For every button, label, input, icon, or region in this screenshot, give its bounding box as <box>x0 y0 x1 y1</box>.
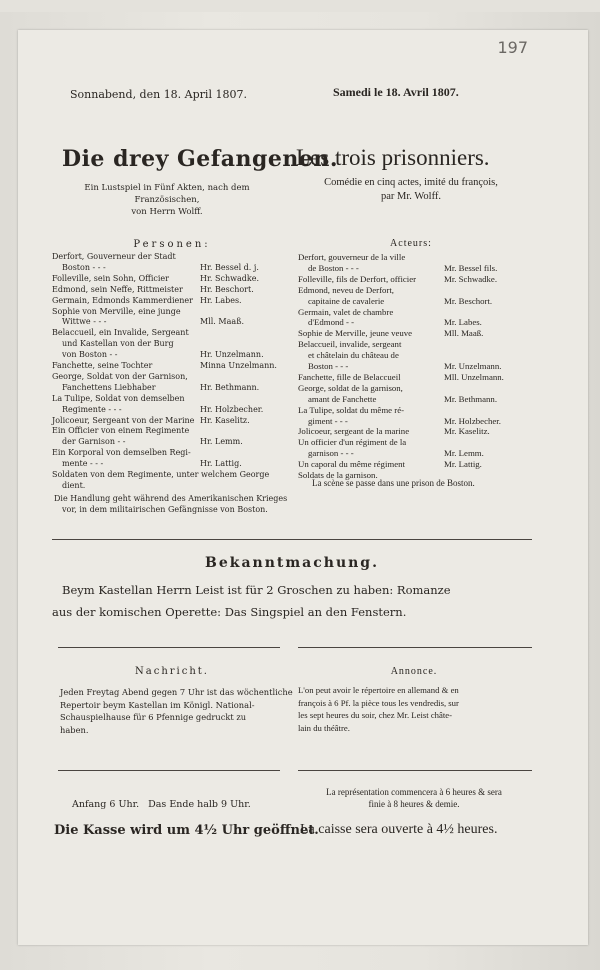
cast-actor: Mr. Bethmann. <box>444 393 498 404</box>
scene-french: La scène se passe dans une prison de Boston. <box>312 478 475 488</box>
cast-actor: Hr. Bessel d. j. <box>200 262 259 272</box>
cast-role: Regimente - - - <box>62 404 122 414</box>
cast-role: Un officier d'un régiment de la <box>298 437 407 448</box>
date-french: Samedi le 18. Avril 1807. <box>333 85 459 99</box>
text-line: Schauspielhause für 6 Pfennige gedruckt zu <box>60 712 247 722</box>
cast-role: Belaccueil, ein Invalide, Sergeant <box>52 328 189 338</box>
page-number: 197 <box>497 38 528 57</box>
text-line: lain du théâtre. <box>298 722 350 733</box>
cast-role: und Kastellan von der Burg <box>62 339 174 349</box>
cast-actor: Hr. Schwadke. <box>200 273 259 283</box>
start-time-french <box>296 786 532 810</box>
cast-actor: Mr. Lattig. <box>444 459 482 470</box>
cast-role: La Tulipe, Soldat von demselben <box>52 393 185 403</box>
annonce-heading: Annonce. <box>390 666 438 677</box>
cast-role: Ein Officier von einem Regimente <box>52 426 190 436</box>
subtitle-german <box>52 182 282 218</box>
cast-role: Fanchettens Liebhaber <box>62 382 156 392</box>
text-line: les sept heures du soir, chez Mr. Leist châte- <box>298 710 453 720</box>
cast-role: von Boston - - <box>62 350 118 360</box>
cast-role: Germain, Edmonds Kammerdiener <box>52 295 193 305</box>
cast-role: Boston - - - <box>62 262 106 272</box>
cast-role: Derfort, gouverneur de la ville <box>298 252 406 262</box>
cast-role: Fanchette, fille de Belaccueil <box>298 371 401 382</box>
paper-top-edge <box>0 0 600 12</box>
cast-actor: Mr. Labes. <box>444 317 482 328</box>
cast-role: d'Edmond - - <box>308 317 355 328</box>
scene-german-line1: Die Handlung geht während des Amerikanischen Krieges <box>54 494 288 503</box>
cast-role: Edmond, sein Neffe, Rittmeister <box>52 284 183 294</box>
title-german: Die drey Gefangenen. <box>62 146 339 172</box>
cast-actor: Mr. Lemm. <box>444 448 484 459</box>
cast-role: giment - - - <box>308 415 348 426</box>
scene-german <box>54 493 287 515</box>
cast-role: Fanchette, seine Tochter <box>52 361 153 370</box>
cast-role: et châtelain du château de <box>308 350 399 361</box>
cast-role: Germain, valet de chambre <box>298 306 394 317</box>
cast-role: George, Soldat von der Garnison, <box>52 371 188 381</box>
cast-actor: Minna Unzelmann. <box>200 361 277 370</box>
title-french: Les trois prisonniers. <box>296 145 490 170</box>
cast-actor: Hr. Kaselitz. <box>200 415 250 425</box>
cast-role: La Tulipe, soldat du même ré- <box>298 404 405 415</box>
cast-role: Folleville, sein Sohn, Officier <box>52 273 169 283</box>
cast-role: Derfort, Gouverneur der Stadt <box>52 252 176 261</box>
bekanntmachung-line1: Beym Kastellan Herrn Leist ist für 2 Groschen zu haben: Romanze <box>62 583 451 597</box>
scene-german-line2: vor, in dem militairischen Gefängnisse von Boston. <box>62 505 268 514</box>
box-office-french: La caisse sera ouverte à 4½ heures. <box>300 822 498 837</box>
nachricht-body <box>60 686 292 736</box>
cast-actor: Mll. Unzelmann. <box>444 371 504 382</box>
box-office-german: Die Kasse wird um 4½ Uhr geöffnet. <box>54 823 319 838</box>
cast-actor: Mr. Kaselitz. <box>444 426 490 437</box>
cast-actor: Mr. Unzelmann. <box>444 361 502 371</box>
cast-role: Un caporal du même régiment <box>298 459 405 470</box>
personen-heading: Personen: <box>133 239 211 250</box>
cast-actor: Mr. Schwadke. <box>444 273 498 284</box>
cast-role: Boston - - - <box>308 361 349 371</box>
subtitle-french-line2: par Mr. Wolff. <box>380 191 441 202</box>
cast-actor: Mr. Beschort. <box>444 295 493 306</box>
cast-role: capitaine de cavalerie <box>308 295 385 306</box>
cast-actor: Mll. Maaß. <box>444 328 484 339</box>
cast-role: Soldaten von dem Regimente, unter welchem George <box>52 470 270 479</box>
cast-role: Sophie de Merville, jeune veuve <box>298 328 413 339</box>
text-line: Jeden Freytag Abend gegen 7 Uhr ist das wöchentliche <box>60 687 293 697</box>
subtitle-german-line1: Ein Lustspiel in Fünf Akten, nach dem Französischen, <box>84 183 250 205</box>
text-line: L'on peut avoir le répertoire en allemand & en <box>298 685 459 695</box>
subtitle-french <box>296 176 526 204</box>
cast-actor: Hr. Lattig. <box>200 459 242 469</box>
start-time-german: Anfang 6 Uhr. Das Ende halb 9 Uhr. <box>72 799 251 810</box>
cast-role: de Boston - - - <box>308 262 359 273</box>
date-german: Sonnabend, den 18. April 1807. <box>70 88 247 101</box>
cast-role: Ein Korporal von demselben Regi- <box>52 448 191 458</box>
subtitle-french-line1: Comédie en cinq actes, imité du françois, <box>324 177 498 188</box>
start-time-french-line1: La représentation commencera à 6 heures & sera <box>326 787 502 797</box>
cast-role: amant de Fanchette <box>308 393 377 404</box>
annonce-body <box>298 684 534 734</box>
cast-role: dient. <box>62 480 86 490</box>
cast-actor: Hr. Labes. <box>200 295 242 305</box>
text-line: Repertoir beym Kastellan im Königl. National- <box>60 699 255 710</box>
start-time-french-line2: finie à 8 heures & demie. <box>368 799 460 809</box>
cast-actor: Hr. Lemm. <box>200 437 243 447</box>
cast-role: Folleville, fils de Derfort, officier <box>298 273 417 284</box>
cast-role: Soldats de la garnison. <box>298 470 378 480</box>
acteurs-heading: Acteurs: <box>390 238 432 249</box>
bekanntmachung-heading: Bekanntmachung. <box>205 555 379 571</box>
cast-role: Jolicoeur, Sergeant von der Marine <box>52 415 195 425</box>
section-divider-2-left <box>58 647 280 648</box>
cast-actor: Hr. Unzelmann. <box>200 350 264 360</box>
cast-actor: Mll. Maaß. <box>200 317 245 327</box>
bekanntmachung-line2: aus der komischen Operette: Das Singspiel an den Fenstern. <box>52 605 407 619</box>
cast-actor: Hr. Beschort. <box>200 284 254 294</box>
section-divider-1 <box>52 539 532 540</box>
cast-actor: Mr. Holzbecher. <box>444 415 501 426</box>
cast-role: Sophie von Merville, eine junge <box>52 306 181 316</box>
cast-role: Edmond, neveu de Derfort, <box>298 284 395 295</box>
cast-actor: Hr. Bethmann. <box>200 382 260 392</box>
subtitle-german-line2: von Herrn Wolff. <box>131 207 203 217</box>
cast-role: Belaccueil, invalide, sergeant <box>298 339 402 350</box>
section-divider-3-left <box>58 770 280 771</box>
cast-role: der Garnison - - <box>62 437 126 447</box>
cast-role: Jolicoeur, sergeant de la marine <box>298 426 410 437</box>
nachricht-heading: Nachricht. <box>135 666 209 677</box>
section-divider-2-right <box>298 647 532 648</box>
cast-actor: Mr. Bessel fils. <box>444 262 498 273</box>
cast-role: Wittwe - - - <box>62 317 107 327</box>
text-line: françois à 6 Pf. la pièce tous les vendredis, sur <box>298 697 459 708</box>
section-divider-3-right <box>298 770 532 771</box>
text-line: haben. <box>60 724 89 735</box>
cast-role: mente - - - <box>62 459 104 469</box>
cast-role: garnison - - - <box>308 448 354 459</box>
cast-actor: Hr. Holzbecher. <box>200 404 264 414</box>
cast-role: George, soldat de la garnison, <box>298 382 403 393</box>
